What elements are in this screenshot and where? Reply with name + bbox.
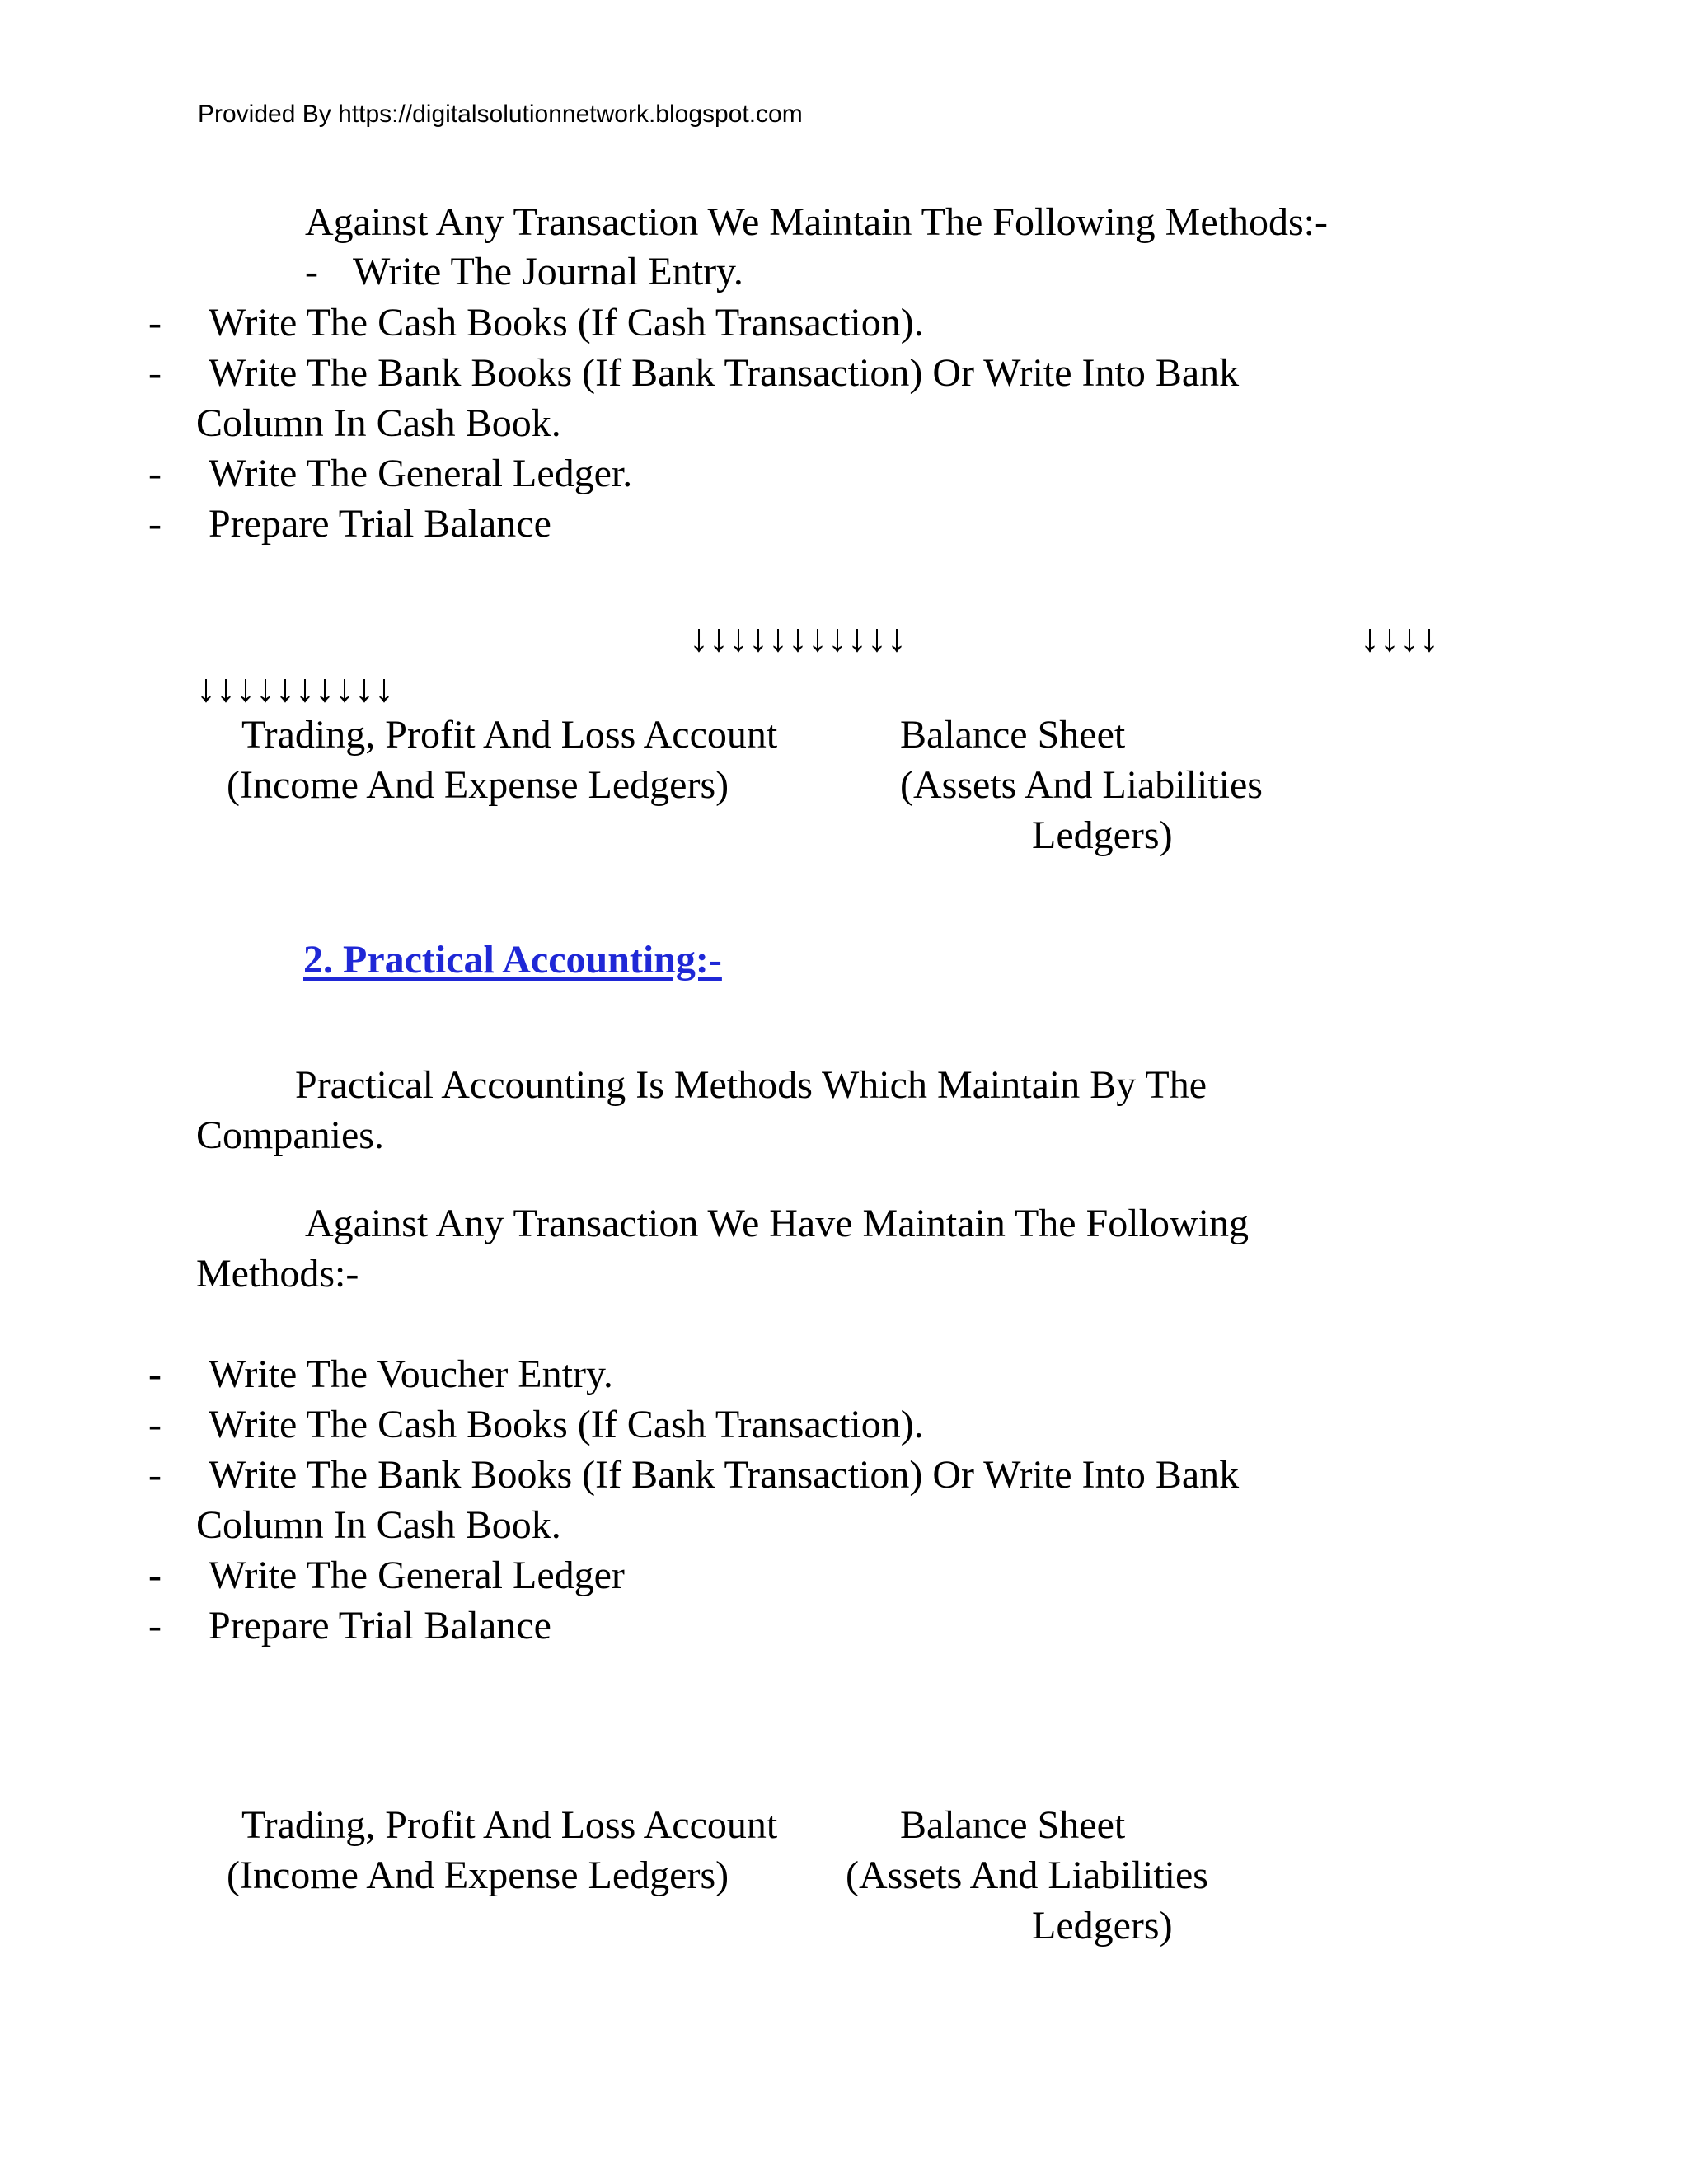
bullet-dash: - — [148, 502, 162, 546]
section2-ledgers: Ledgers) — [1032, 1904, 1173, 1947]
arrows-left: ↓↓↓↓↓↓↓↓↓↓ — [196, 667, 394, 710]
section2-step: Write The Voucher Entry. — [209, 1352, 613, 1396]
section2-step: Prepare Trial Balance — [209, 1604, 551, 1647]
section1-income-expense: (Income And Expense Ledgers) — [227, 763, 729, 807]
section2-para1-line2: Companies. — [196, 1113, 384, 1157]
section1-ledgers: Ledgers) — [1032, 813, 1173, 857]
bullet-dash: - — [148, 1554, 162, 1597]
section2-heading: 2. Practical Accounting:- — [303, 938, 722, 982]
section1-step: Write The General Ledger. — [209, 452, 633, 495]
section1-step: Write The Cash Books (If Cash Transaction). — [209, 301, 924, 344]
section2-para2-line2: Methods:- — [196, 1252, 359, 1296]
section2-assets-liabilities: (Assets And Liabilities — [846, 1854, 1208, 1897]
section1-first-step: Write The Journal Entry. — [353, 250, 743, 293]
provided-by-header: Provided By https://digitalsolutionnetwork.blogspot.com — [198, 101, 803, 128]
bullet-dash: - — [148, 351, 162, 395]
section1-step-continuation: Column In Cash Book. — [196, 401, 561, 445]
section1-assets-liabilities: (Assets And Liabilities — [900, 763, 1263, 807]
section1-step: Write The Bank Books (If Bank Transaction) Or Write Into Bank — [209, 351, 1240, 395]
arrows-center: ↓↓↓↓↓↓↓↓↓↓↓ — [689, 616, 907, 660]
bullet-dash: - — [148, 1352, 162, 1396]
section1-balance-sheet: Balance Sheet — [900, 713, 1126, 757]
bullet-dash: - — [148, 452, 162, 495]
bullet-dash: - — [148, 1403, 162, 1446]
section2-balance-sheet: Balance Sheet — [900, 1803, 1126, 1847]
section2-step: Write The General Ledger — [209, 1554, 625, 1597]
arrows-right: ↓↓↓↓ — [1360, 616, 1439, 660]
bullet-dash: - — [148, 1453, 162, 1497]
section1-intro: Against Any Transaction We Maintain The Following Methods:- — [305, 200, 1328, 244]
section2-income-expense: (Income And Expense Ledgers) — [227, 1854, 729, 1897]
section2-para2-line1: Against Any Transaction We Have Maintain The Following — [305, 1202, 1249, 1245]
section1-trading-account: Trading, Profit And Loss Account — [241, 713, 778, 757]
section2-step-continuation: Column In Cash Book. — [196, 1503, 561, 1547]
bullet-dash: - — [305, 250, 318, 293]
section2-step: Write The Bank Books (If Bank Transaction) Or Write Into Bank — [209, 1453, 1240, 1497]
bullet-dash: - — [148, 301, 162, 344]
section2-para1-line1: Practical Accounting Is Methods Which Maintain By The — [295, 1063, 1207, 1107]
section2-trading-account: Trading, Profit And Loss Account — [241, 1803, 778, 1847]
section2-step: Write The Cash Books (If Cash Transaction). — [209, 1403, 924, 1446]
section1-step: Prepare Trial Balance — [209, 502, 551, 546]
bullet-dash: - — [148, 1604, 162, 1647]
